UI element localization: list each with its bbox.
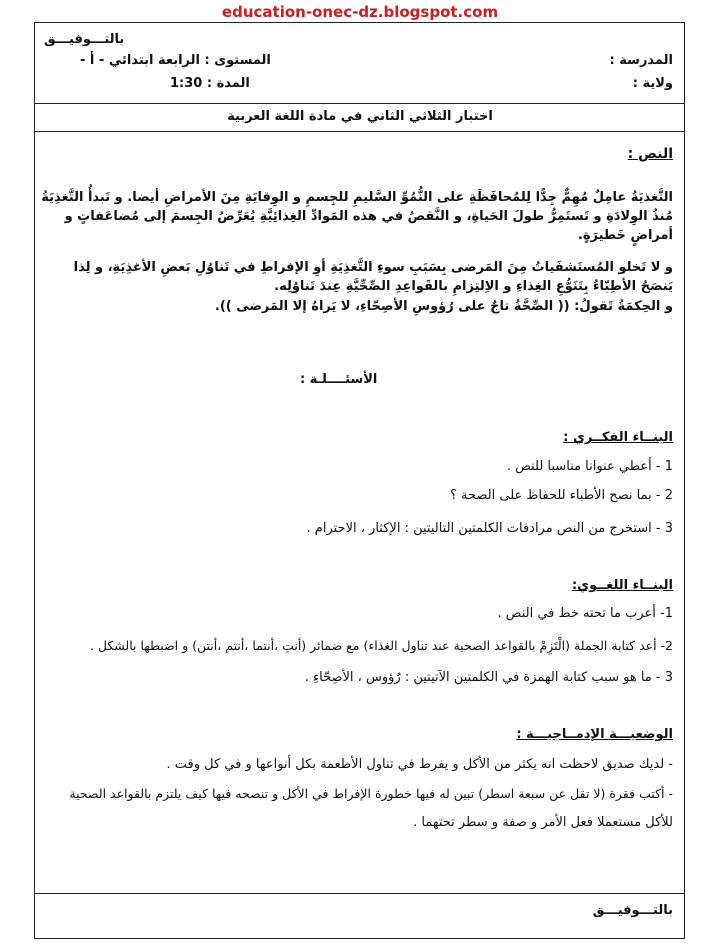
integration-line-1: - لديك صديق لاحظت انه يكثر من الأكل و يفرط في تناول الأطعمة بكل أنواعها و في كل وقت . — [166, 757, 673, 772]
good-luck-bottom: بالتـــوفيـــق — [592, 903, 673, 918]
text-paragraph-1: التَّغذيَةُ عامِلٌ مُهِمٌّ جِدًّا لِلمُحافَظَةِ على النُّمُوِّ السَّليمِ للجِسمِ و الوِقايَةِ مِنَ الأمراضِ أيضا. و تَبدأُ التَّغذِيَةُ مُنذُ الوِلادَةِ و تَستَمِرُّ طولَ الحَياةِ، و النَّقصُ في هذه المَوادِّ الغِذائِيَّةِ يُعَرِّضُ الجِسمَ إلى مُضاعَفاتٍ و أمراضٍ خَطيرَةٍ. — [41, 190, 673, 243]
integration-line-3: للأكل مستعملا فعل الأمر و صفة و سطر تحتهما . — [413, 815, 673, 830]
linguistic-q1: 1- أعرب ما تحته خط في النص . — [497, 606, 673, 621]
watermark-url: education-onec-dz.blogspot.com — [221, 3, 499, 21]
header-divider — [34, 103, 685, 104]
integration-heading: الوضعيـــة الإدمــاجيـــة : — [516, 727, 673, 742]
text-heading: النص : — [627, 146, 673, 162]
text-paragraph-3: و الحِكمَةُ تَقولُ: (( الصِّحَّةُ تاجٌ على رُؤوسِ الأصِحّاءِ، لا يَراهُ إلا المَرضى )). — [214, 299, 673, 314]
exam-title: اختبار الثلاثي الثاني في مادة اللغة العربية — [227, 109, 493, 124]
good-luck-top: بالتـــوفيـــق — [44, 32, 125, 47]
linguistic-q3: 3 - ما هو سبب كتابة الهمزة في الكلمتين الآتيتين : رُؤوس ، الأصِحّاءِ . — [304, 670, 673, 685]
linguistic-heading: البنــاء اللغــوي: — [571, 578, 673, 593]
intellectual-q3: 3 - استخرج من النص مرادفات الكلمتين التاليتين : الإكثار ، الاحترام . — [306, 521, 673, 536]
exam-frame — [34, 22, 685, 939]
level-label: المستوى : الرابعة ابتدائي - أ - — [80, 53, 271, 68]
footer-divider — [34, 893, 685, 894]
linguistic-q2: 2- أعد كتابة الجملة (الْتَزِمْ بالقواعد الصحية عند تناول الغذاء) مع ضمائر (أنتِ ،أنتما ،أنتم ،أنتن) و اضبطها بالشكل . — [89, 638, 673, 653]
title-divider — [34, 131, 685, 132]
intellectual-q2: 2 - بما نصح الأطباء للحفاظ على الصحة ؟ — [450, 488, 673, 503]
school-label: المدرسة : — [609, 53, 673, 68]
duration-label: المدة : 1:30 — [170, 76, 250, 91]
integration-line-2: - أكتب فقرة (لا تقل عن سبعة اسطر) تبين له فيها خطورة الإفراط في الأكل و تنصحه فيها كيف يلتزم بالقواعد الصحية — [69, 786, 673, 801]
intellectual-heading: البنــاء الفكــري : — [563, 430, 673, 445]
questions-heading: الأسئــــلـة : — [300, 372, 378, 387]
wilaya-label: ولاية : — [632, 76, 673, 91]
text-paragraph-2: و لا تَخلو المُستَشفَياتُ مِنَ المَرضى بِسَبَبِ سوءِ التَّغذِيَةِ أوِ الإفراطِ في تَناوُلِ بَعضِ الأغذِيَةِ، و لِذا يَنصَحُ الأطِبّاءُ بِتَنَوُّعِ الغِذاءِ و الاِلتِزامِ بالقَواعِدِ الصِّحِّيَّةِ عِندَ تَناوُلِه. — [73, 260, 673, 294]
intellectual-q1: 1 - أعطي عنوانا مناسبا للنص . — [506, 459, 673, 474]
